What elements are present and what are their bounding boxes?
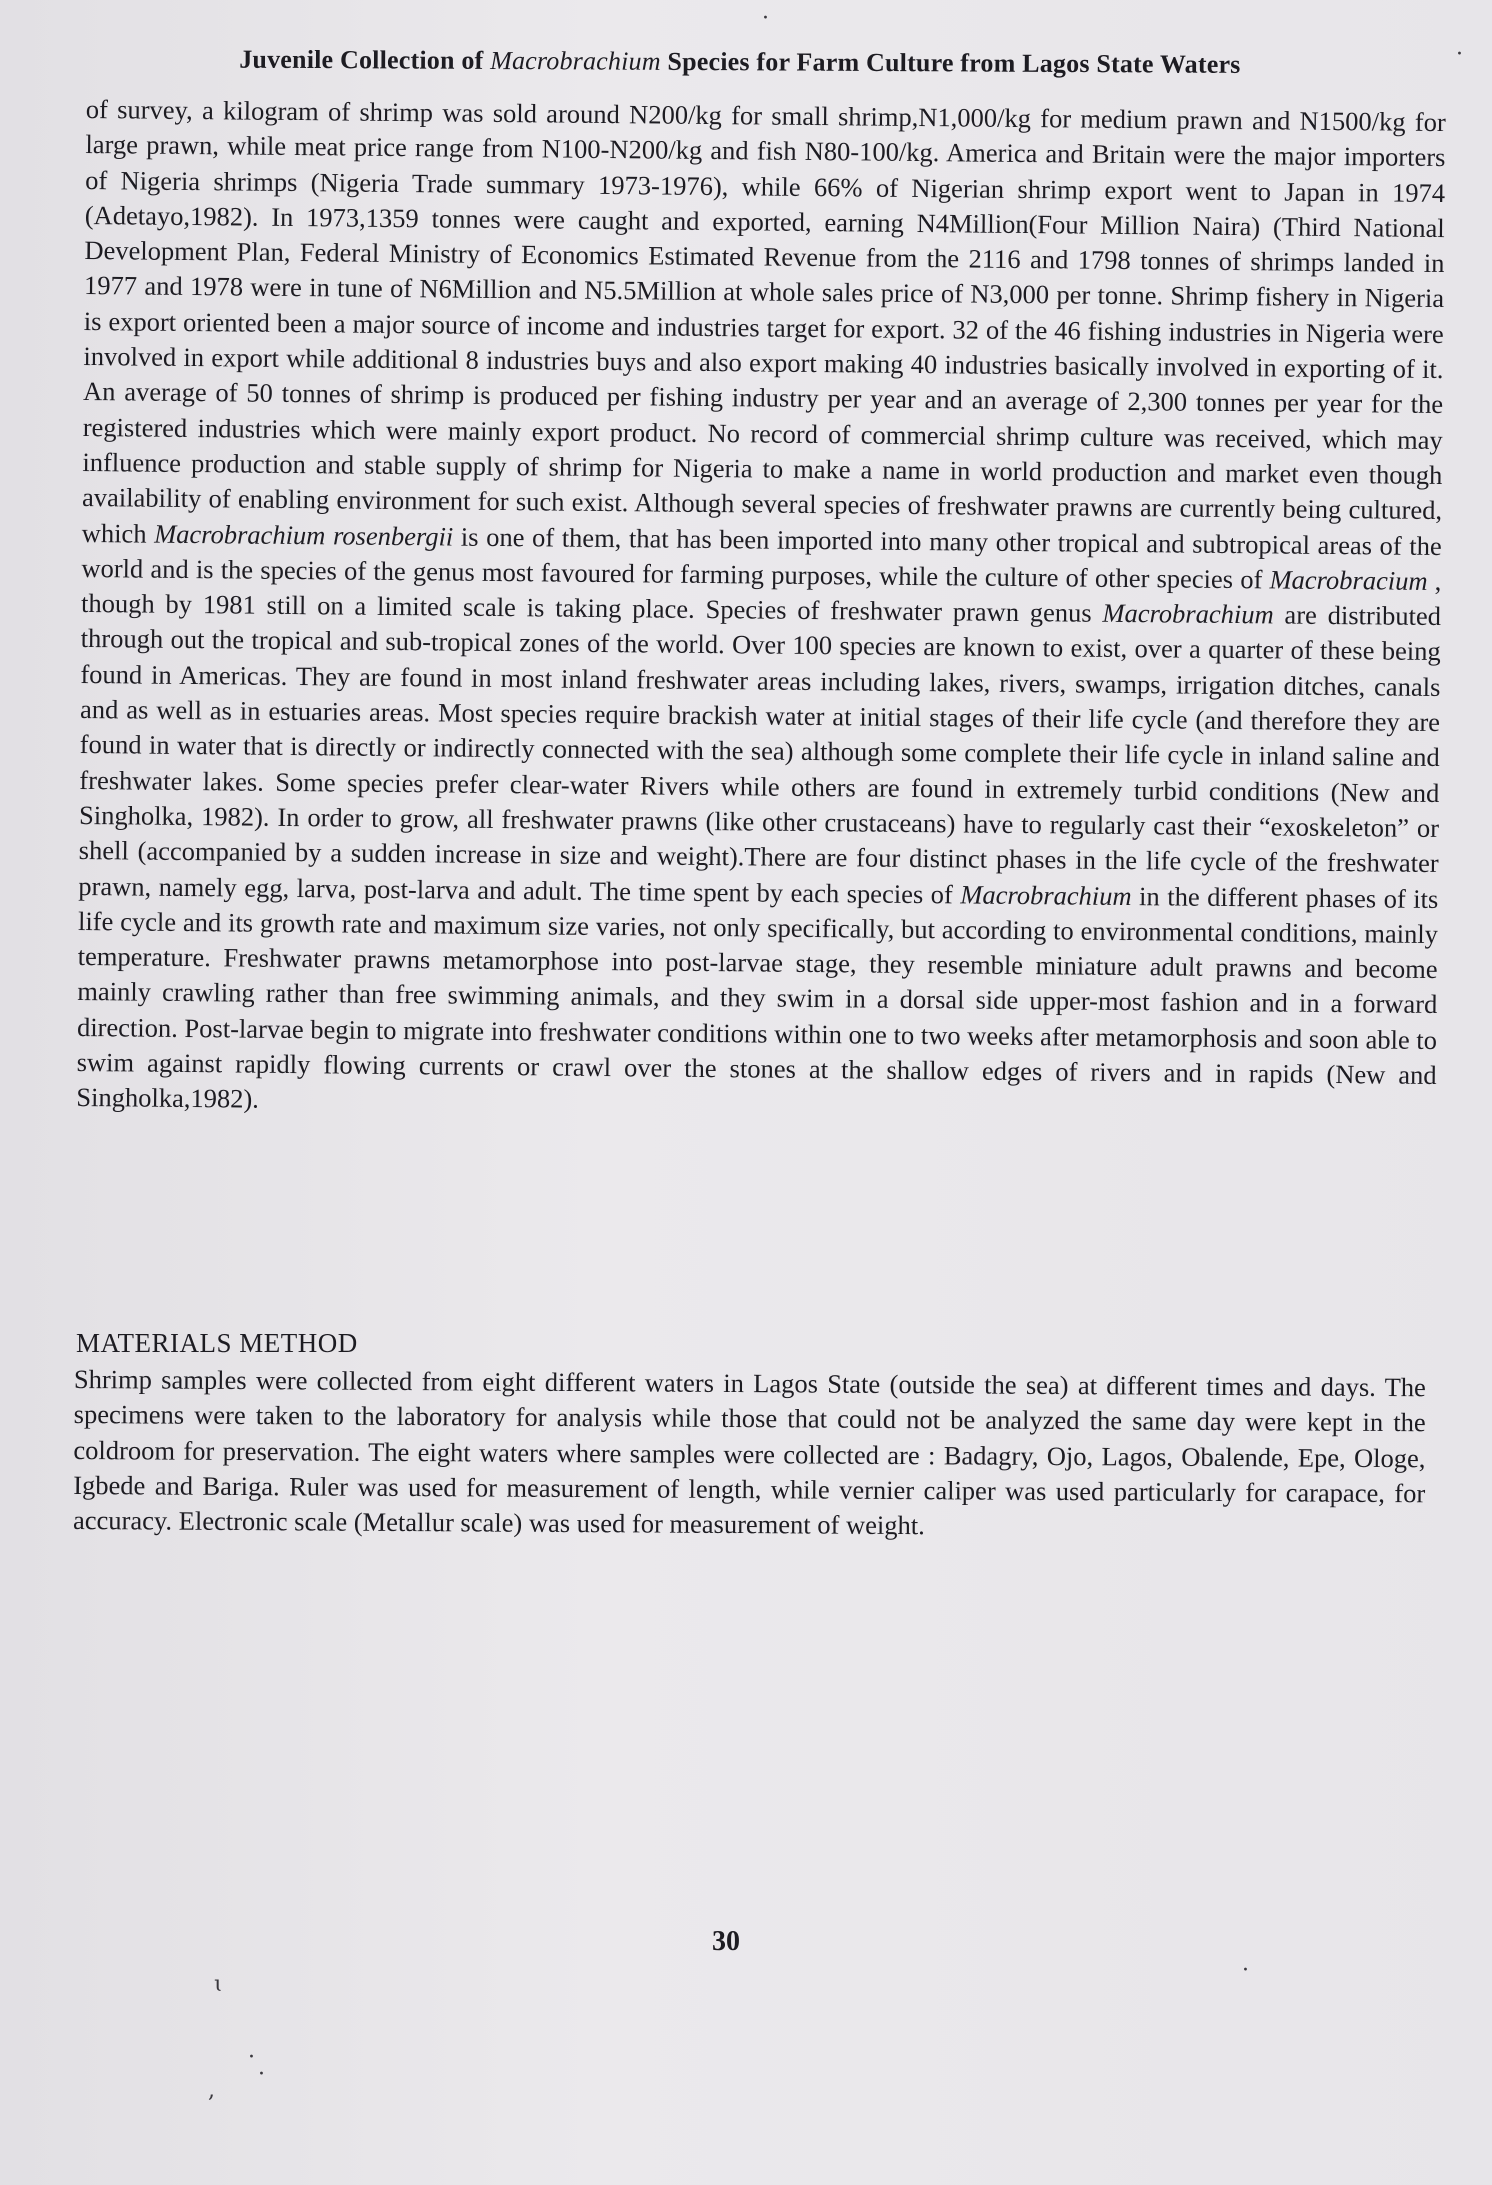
scan-speck: ɩ [214,1972,223,1997]
header-title-genus: Macrobrachium [490,45,661,76]
page-number: 30 [712,1926,740,1957]
scan-speck: · [762,6,769,31]
introduction-text [76,92,1446,1129]
body-paragraph [76,92,1446,1129]
genus-name: Macrobracium [1269,564,1428,596]
body-text-segment: are distributed through out the tropical and sub-tropical zones of the world. Over 100 species are known to exist, over a quarter of these being found in Americas. They are found in most inland freshwater areas including lakes, rivers, swamps, irrigation ditches, canals and as well as in estuaries areas. Most species require brackish water at initial stages of their life cycle (and therefore they are found in water that is directly or indirectly connected with the sea) although some complete their life cycle in inland saline and freshwater lakes. Some species prefer clear-water Rivers while others are found in extremely turbid conditions (New and Singholka, 1982). In order to grow, all freshwater prawns (like other crustaceans) have to regularly cast their “exoskeleton” or shell (accompanied by a sudden increase in size and weight).There are four distinct phases in the life cycle of the freshwater prawn, namely egg, larva, post-larva and adult. The time spent by each species of [78,599,1442,909]
body-text-segment: of survey, a kilogram of shrimp was sold around N200/kg for small shrimp,N1,000/kg for medium prawn and N1500/kg for large prawn, while meat price range from N100-N200/kg and fish N80-100/kg. America and Britain were the major importers of Nigeria shrimps (Nigeria Trade summary 1973-1976), while 66% of Nigerian shrimp export went to Japan in 1974 (Adetayo,1982). In 1973,1359 tonnes were caught and exported, earning N4Million(Four Million Naira) (Third National Development Plan, Federal Ministry of Economics Estimated Revenue from the 2116 and 1798 tonnes of shrimps landed in 1977 and 1978 were in tune of N6Million and N5.5Million at whole sales price of N3,000 per tonne. Shrimp fishery in Nigeria is export oriented been a major source of income and industries target for export. 32 of the 46 fishing industries in Nigeria were involved in export while additional 8 industries buys and also export making 40 industries basically involved in exporting of it. An average of 50 tonnes of shrimp is produced per fishing industry per year and an average of 2,300 tonnes per year for the registered industries which were mainly export product. No record of commercial shrimp culture was received, which may influence production and stable supply of shrimp for Nigeria to make a name in world production and market even though availability of enabling environment for such exist. Although several species of freshwater prawns are currently being cultured, which [81,93,1446,549]
scan-speck: · [258,2062,265,2087]
scan-speck: · [1242,1958,1249,1983]
body-text-segment: is one of them, that has been imported into many other tropical and subtropical areas of the world and is the species of the genus most favoured for farming purposes, while the culture of other species of [81,521,1442,595]
genus-name: Macrobrachium [960,878,1132,911]
section-heading-materials-method: MATERIALS METHOD [76,1328,358,1358]
body-text-segment: in the different phases of its life cycle and its growth rate and maximum size varies, not only specifically, but according to environmental conditions, mainly temperature. Freshwater prawns metamorphose into post-larvae stage, they resemble miniature adult prawns and become mainly crawling rather than free swimming animals, and they swim in a dorsal side upper-most fashion and in a forward direction. Post-larvae begin to migrate into freshwater conditions within one to two weeks after metamorphosis and soon able to swim against rapidly flowing currents or crawl over the stones at the shallow edges of rivers and in rapids (New and Singholka,1982). [76,880,1439,1115]
scan-speck: · [1456,42,1463,67]
running-header [120,44,1360,80]
materials-method-text [73,1362,1426,1547]
methods-paragraph: Shrimp samples were collected from eight different waters in Lagos State (outside the sea) at different times and days. The specimens were taken to the laboratory for analysis while those that could not be analyzed the same day were kept in the coldroom for preservation. The eight waters where samples were collected are : Badagry, Ojo, Lagos, Obalende, Epe, Ologe, Igbede and Bariga. Ruler was used for measurement of length, while vernier caliper was used particularly for carapace, for accuracy. Electronic scale (Metallur scale) was used for measurement of weight. [72,1364,1426,1541]
species-name: Macrobrachium rosenbergii [154,518,454,552]
body-text-segment: , though by 1981 still on a limited scale is taking place. Species of freshwater prawn genus [80,565,1442,628]
header-title-suffix: Species for Farm Culture from Lagos State Waters [660,46,1241,79]
scan-speck: · [248,2045,255,2070]
header-title-prefix: Juvenile Collection of [239,44,491,75]
scan-speck: , [208,2078,215,2103]
genus-name: Macrobrachium [1102,597,1274,630]
